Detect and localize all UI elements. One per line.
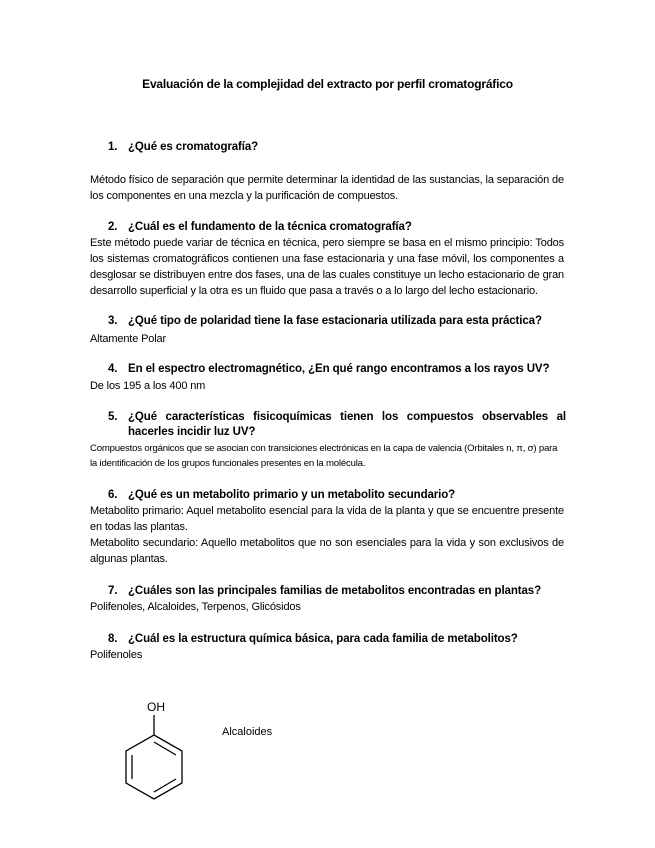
question-3: [108, 314, 566, 329]
question-5: [108, 410, 566, 440]
question-4: [108, 362, 566, 377]
answer-2: [90, 235, 564, 299]
question-number: 8.: [108, 633, 118, 645]
question-number: 3.: [108, 315, 118, 327]
answer-1: [90, 172, 564, 204]
answer-text: Metabolito secundario: Aquello metabolitos que no son esenciales para la vida y son exclusivos de algunas plantas.: [90, 537, 564, 565]
question-text: ¿Qué características fisicoquímicas tienen los compuestos observables al hacerles incidir luz UV?: [128, 411, 566, 438]
answer-8: [90, 647, 564, 663]
answer-text: Este método puede variar de técnica en técnica, pero siempre se basa en el mismo principio: Todos los sistemas cromatográficos contienen una fase estacionaria y una fase móvil, los componentes a desglosar se distribuyen entre dos fases, una de las cuales constituye un lecho estacionario de gran desarrollo superficial y la otra es un fluido que pasa a través o a lo largo del lecho estacionario.: [90, 237, 564, 297]
question-8: [108, 632, 566, 647]
double-bond-lower-right: [154, 779, 176, 792]
question-number: 5.: [108, 411, 118, 423]
question-text: ¿Cuáles son las principales familias de metabolitos encontradas en plantas?: [128, 585, 542, 597]
question-1: [108, 140, 566, 155]
benzene-ring: [126, 735, 182, 799]
answer-7: [90, 599, 564, 615]
answer-4: [90, 378, 564, 394]
alkaloids-label: Alcaloides: [222, 726, 273, 738]
question-6: [108, 488, 566, 503]
answer-text: Polifenoles, Alcaloides, Terpenos, Glicósidos: [90, 601, 301, 613]
question-text: ¿Qué es cromatografía?: [128, 141, 259, 153]
question-number: 7.: [108, 585, 118, 597]
answer-text: Polifenoles: [90, 649, 143, 661]
answer-6: [90, 503, 564, 567]
question-text: ¿Qué es un metabolito primario y un metabolito secundario?: [128, 489, 456, 501]
double-bond-upper-right: [154, 742, 176, 755]
question-number: 1.: [108, 141, 118, 153]
document-title: Evaluación de la complejidad del extracto por perfil cromatográfico: [142, 77, 513, 91]
question-text: ¿Cuál es el fundamento de la técnica cromatografía?: [128, 221, 412, 233]
question-text: En el espectro electromagnético, ¿En qué rango encontramos a los rayos UV?: [128, 363, 550, 375]
question-number: 6.: [108, 489, 118, 501]
answer-text: De los 195 a los 400 nm: [90, 380, 206, 392]
question-text: ¿Qué tipo de polaridad tiene la fase estacionaria utilizada para esta práctica?: [128, 315, 542, 327]
question-2: [108, 220, 566, 235]
question-number: 4.: [108, 363, 118, 375]
phenol-structure: [110, 695, 200, 815]
question-text: ¿Cuál es la estructura química básica, para cada familia de metabolitos?: [128, 633, 518, 645]
answer-text: Metabolito primario: Aquel metabolito esencial para la vida de la planta y que se encuentre presente en todas las plantas.: [90, 505, 564, 533]
hydroxyl-label: OH: [147, 700, 165, 714]
answer-text: Compuestos orgánicos que se asocian con transiciones electrónicas en la capa de valencia (Orbitales n, π, σ) para la identificación de los grupos funcionales presentes en la molécula.: [90, 443, 558, 469]
answer-text: Método físico de separación que permite determinar la identidad de las sustancias, la separación de los componentes en una mezcla y la purificación de compuestos.: [90, 174, 564, 202]
answer-5: [90, 441, 564, 471]
answer-3: [90, 331, 564, 347]
question-number: 2.: [108, 221, 118, 233]
question-7: [108, 584, 566, 599]
answer-text: Altamente Polar: [90, 333, 167, 345]
